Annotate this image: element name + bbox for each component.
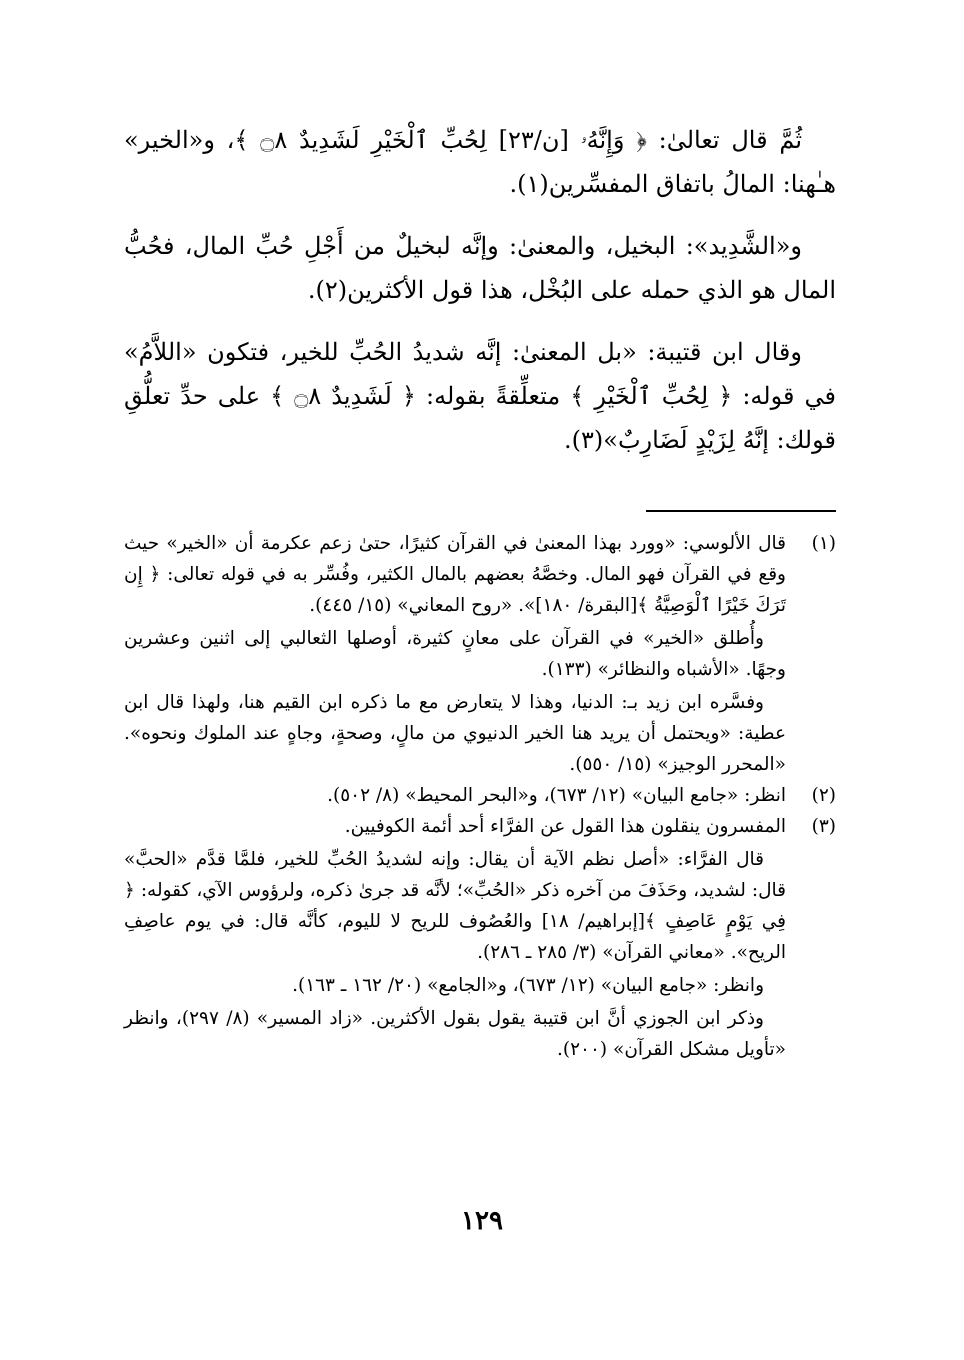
footnote-paragraph: وذكر ابن الجوزي أنَّ ابن قتيبة يقول بقول الأكثرين. «زاد المسير» (٨/ ٢٩٧)، وانظر «تأويل مشكل القرآن» (٢٠٠).: [124, 1008, 786, 1060]
footnote-divider: [646, 510, 836, 512]
footnote-body: [124, 780, 786, 811]
main-text: [124, 118, 836, 480]
main-paragraph: ثُمَّ قال تعالىٰ: ﴿ وَإِنَّهُۥ [ن/٢٣] لِحُبِّ ٱلْخَيْرِ لَشَدِيدٌ ۝٨ ﴾، و«الخير» هـٰهنا: المالُ باتفاق المفسِّرين(١).: [124, 126, 836, 198]
main-paragraph: و«الشَّدِيد»: البخيل، والمعنىٰ: وإنَّه لبخيلٌ من أَجْلِ حُبِّ المال، فحُبُّ المال هو الذي حمله على البُخْل، هذا قول الأكثرين(٢).: [124, 232, 836, 304]
footnote-body: [124, 528, 786, 780]
footnote-number: (١): [811, 533, 836, 554]
footnote-paragraph: وأُطلق «الخير» في القرآن على معانٍ كثيرة، أوصلها الثعالبي إلى اثنين وعشرين وجهًا. «الأشباه والنظائر» (١٣٣).: [124, 628, 786, 680]
footnote-paragraph: وفسَّره ابن زيد بـ: الدنيا، وهذا لا يتعارض مع ما ذكره ابن القيم هنا، ولهذا قال ابن عطية: «ويحتمل أن يريد هنا الخير الدنيوي من مالٍ، وصحةٍ، وجاهٍ عند الملوك ونحوه». «المحرر الوجيز» (١٥/ ٥٥٠).: [124, 692, 786, 775]
footnote-paragraph: قال الألوسي: «وورد بهذا المعنىٰ في القرآن كثيرًا، حتىٰ زعم عكرمة أن «الخير» حيث وقع في القرآن فهو المال. وخصَّهُ بعضهم بالمال الكثير، وفُسِّر به في قوله تعالى: ﴿ إِن تَرَكَ خَيْرًا ٱلْوَصِيَّةُ ﴾[البقرة/ ١٨٠]». «روح المعاني» (١٥/ ٤٤٥).: [124, 533, 786, 616]
footnotes: [124, 528, 836, 1065]
footnote-paragraph: المفسرون ينقلون هذا القول عن الفرَّاء أحد أئمة الكوفيين.: [344, 816, 786, 837]
footnote-paragraph: قال الفرَّاء: «أصل نظم الآية أن يقال: وإنه لشديدُ الحُبِّ للخير، فلمَّا قدَّم «الحبَّ» قال: لشديد، وحَذَفَ من آخره ذكر «الحُبِّ»؛ لأنَّه قد جرىٰ ذكره، ولرؤوس الآي، كقوله: ﴿ فِي يَوْمٍ عَاصِفٍ ﴾[إبراهيم/ ١٨] والعُصُوف للريح لا لليوم، كأنَّه قال: في يوم عاصِفِ الريح». «معاني القرآن» (٣/ ٢٨٥ ـ ٢٨٦).: [124, 849, 786, 963]
page-number: ١٢٩: [461, 1206, 503, 1236]
footnote-paragraph: انظر: «جامع البيان» (١٢/ ٦٧٣)، و«البحر المحيط» (٨/ ٥٠٢).: [327, 785, 786, 806]
footnote-body: [124, 811, 786, 1065]
footnote-number: (٣): [811, 816, 836, 837]
footnote-1: [124, 528, 836, 780]
footnote-3: [124, 811, 836, 1065]
main-paragraph: وقال ابن قتيبة: «بل المعنىٰ: إنَّه شديدُ الحُبِّ للخير، فتكون «اللاَّمُ» في قوله: ﴿ لِحُبِّ ٱلْخَيْرِ ﴾ متعلِّقةً بقوله: ﴿ لَشَدِيدٌ ۝٨ ﴾ على حدِّ تعلُّقِ قولك: إنَّهُ لِزَيْدٍ لَضَارِبٌ»(٣).: [124, 338, 836, 454]
footnote-2: [124, 780, 836, 811]
footnote-paragraph: وانظر: «جامع البيان» (١٢/ ٦٧٣)، و«الجامع» (٢٠/ ١٦٢ ـ ١٦٣).: [292, 975, 764, 996]
footnote-number: (٢): [811, 785, 836, 806]
